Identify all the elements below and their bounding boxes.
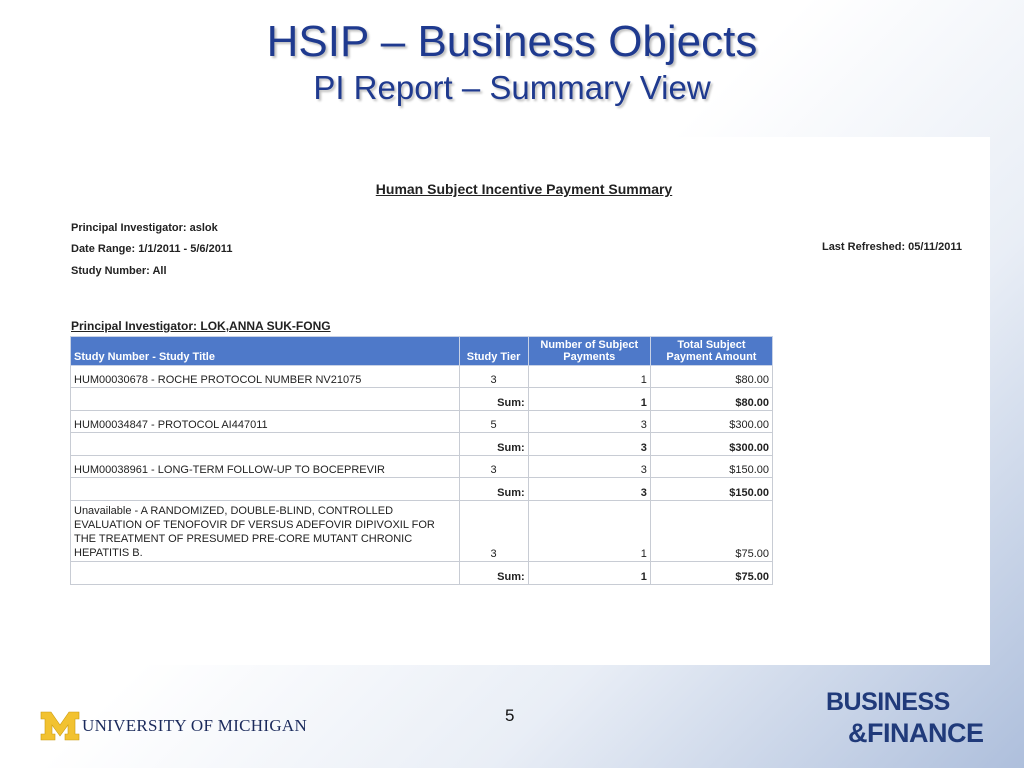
- report-heading: Human Subject Incentive Payment Summary: [375, 181, 673, 197]
- sum-payments-cell: 3: [528, 478, 650, 501]
- study-title-cell: [71, 501, 460, 562]
- payments-cell: 1: [528, 366, 650, 388]
- empty-cell: [71, 562, 460, 585]
- sum-amount-cell: $80.00: [650, 388, 772, 411]
- empty-cell: [71, 388, 460, 411]
- page-number: 5: [505, 706, 515, 725]
- empty-cell: [71, 478, 460, 501]
- pi-section-heading: Principal Investigator: LOK,ANNA SUK-FONG: [71, 319, 331, 333]
- study-tier-cell: 3: [459, 366, 528, 388]
- payments-cell: 3: [528, 411, 650, 433]
- study-tier-cell: 3: [459, 501, 528, 562]
- slide-title: HSIP – Business Objects: [266, 17, 758, 66]
- sum-payments-cell: 3: [528, 433, 650, 456]
- study-title-line: THE TREATMENT OF PRESUMED PRE-CORE MUTANT CHRONIC: [74, 533, 413, 545]
- last-refreshed-label: Last Refreshed: 05/11/2011: [821, 241, 962, 253]
- date-range-label: Date Range: 1/1/2011 - 5/6/2011: [71, 243, 233, 255]
- sum-label: Sum:: [459, 478, 528, 501]
- sum-payments-cell: 1: [528, 388, 650, 411]
- business-finance-logo: [826, 688, 1006, 752]
- column-header-amount: Total Subject Payment Amount: [650, 337, 772, 366]
- sum-amount-cell: $300.00: [650, 433, 772, 456]
- table-header-row: [71, 337, 773, 366]
- slide-subtitle: PI Report – Summary View: [313, 69, 711, 106]
- sum-label: Sum:: [459, 562, 528, 585]
- bf-logo-line1: BUSINESS: [826, 688, 950, 716]
- empty-cell: [71, 433, 460, 456]
- study-title-cell: HUM00030678 - ROCHE PROTOCOL NUMBER NV21075: [71, 366, 460, 388]
- table-row: [71, 456, 773, 478]
- amount-cell: $300.00: [650, 411, 772, 433]
- amount-cell: $150.00: [650, 456, 772, 478]
- payments-cell: 3: [528, 456, 650, 478]
- column-header-tier: Study Tier: [459, 337, 528, 366]
- amount-cell: $75.00: [650, 501, 772, 562]
- table-row: [71, 411, 773, 433]
- sum-payments-cell: 1: [528, 562, 650, 585]
- payments-cell: 1: [528, 501, 650, 562]
- column-header-payments: Number of Subject Payments: [528, 337, 650, 366]
- payment-summary-table: [70, 336, 773, 585]
- study-tier-cell: 5: [459, 411, 528, 433]
- sum-row: [71, 433, 773, 456]
- sum-row: [71, 562, 773, 585]
- study-title-cell: HUM00038961 - LONG-TERM FOLLOW-UP TO BOCEPREVIR: [71, 456, 460, 478]
- block-m-icon: [40, 710, 80, 742]
- column-header-study: Study Number - Study Title: [71, 337, 460, 366]
- table-row: [71, 501, 773, 562]
- table-row: [71, 366, 773, 388]
- study-title-cell: HUM00034847 - PROTOCOL AI447011: [71, 411, 460, 433]
- sum-amount-cell: $75.00: [650, 562, 772, 585]
- bf-logo-line2: &FINANCE: [848, 718, 984, 748]
- amount-cell: $80.00: [650, 366, 772, 388]
- slide-title-block: [0, 16, 1024, 108]
- sum-label: Sum:: [459, 433, 528, 456]
- sum-row: [71, 478, 773, 501]
- study-number-label: Study Number: All: [71, 265, 167, 277]
- sum-label: Sum:: [459, 388, 528, 411]
- study-tier-cell: 3: [459, 456, 528, 478]
- principal-investigator-label: Principal Investigator: aslok: [71, 222, 218, 234]
- study-title-line: Unavailable - A RANDOMIZED, DOUBLE-BLIND, CONTROLLED: [74, 505, 394, 517]
- study-title-line: HEPATITIS B.: [74, 547, 143, 559]
- study-title-line: EVALUATION OF TENOFOVIR DF VERSUS ADEFOVIR DIPIVOXIL FOR: [74, 519, 435, 531]
- sum-row: [71, 388, 773, 411]
- sum-amount-cell: $150.00: [650, 478, 772, 501]
- um-logo-text: UNIVERSITY OF MICHIGAN: [82, 716, 308, 735]
- report-screenshot-panel: [40, 137, 990, 665]
